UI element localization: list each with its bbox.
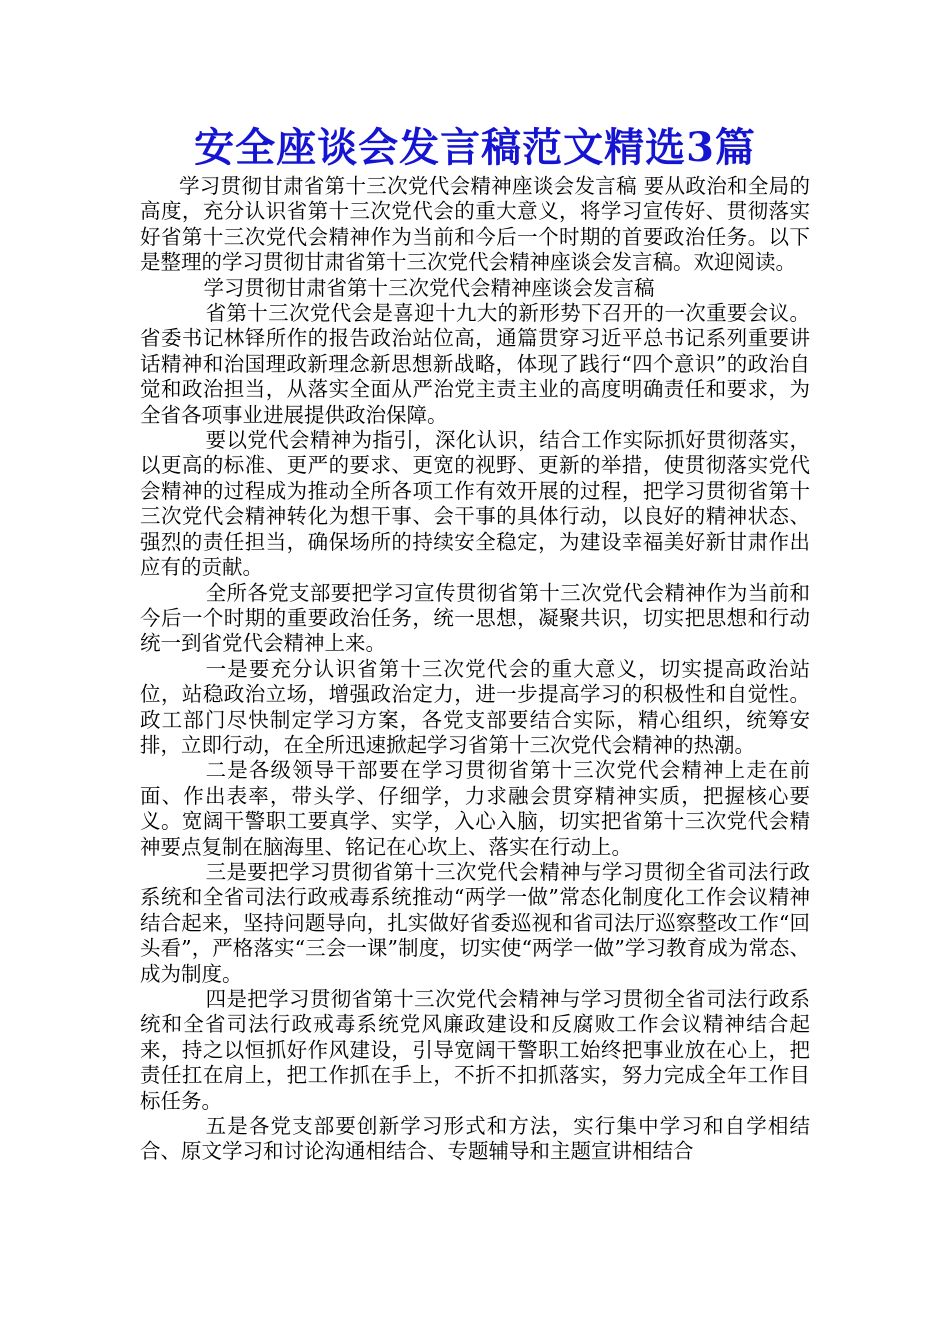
document-body <box>140 174 810 1165</box>
body-paragraph: 全所各党支部要把学习宣传贯彻省第十三次党代会精神作为当前和今后一个时期的重要政治任务，统一思想，凝聚共识，切实把思想和行动统一到省党代会精神上来。 <box>140 580 810 656</box>
body-paragraph: 五是各党支部要创新学习形式和方法，实行集中学习和自学相结合、原文学习和讨论沟通相结合、专题辅导和主题宣讲相结合 <box>140 1114 810 1164</box>
body-paragraph: 一是要充分认识省第十三次党代会的重大意义，切实提高政治站位，站稳政治立场，增强政治定力，进一步提高学习的积极性和自觉性。政工部门尽快制定学习方案，各党支部要结合实际，精心组织，统筹安排，立即行动，在全所迅速掀起学习省第十三次党代会精神的热潮。 <box>140 656 810 757</box>
body-paragraph: 三是要把学习贯彻省第十三次党代会精神与学习贯彻全省司法行政系统和全省司法行政戒毒系统推动“两学一做”常态化制度化工作会议精神结合起来，坚持问题导向，扎实做好省委巡视和省司法厅巡察整改工作“回头看”，严格落实“三会一课”制度，切实使“两学一做”学习教育成为常态、成为制度。 <box>140 859 810 986</box>
body-paragraph: 二是各级领导干部要在学习贯彻省第十三次党代会精神上走在前面、作出表率，带头学、仔细学，力求融会贯穿精神实质，把握核心要义。宽阔干警职工要真学、实学，入心入脑，切实把省第十三次党代会精神要点复制在脑海里、铭记在心坎上、落实在行动上。 <box>140 758 810 859</box>
section-subheading: 学习贯彻甘肃省第十三次党代会精神座谈会发言稿 <box>203 275 655 300</box>
document-title: 安全座谈会发言稿范文精选3篇 <box>194 124 756 171</box>
body-paragraph: 要以党代会精神为指引，深化认识，结合工作实际抓好贯彻落实，以更高的标准、更严的要求、更宽的视野、更新的举措，使贯彻落实党代会精神的过程成为推动全所各项工作有效开展的过程，把学习贯彻省第十三次党代会精神转化为想干事、会干事的具体行动，以良好的精神状态、强烈的责任担当，确保场所的持续安全稳定，为建设幸福美好新甘肃作出应有的贡献。 <box>140 428 810 580</box>
intro-paragraph: 学习贯彻甘肃省第十三次党代会精神座谈会发言稿 要从政治和全局的高度，充分认识省第十三次党代会的重大意义，将学习宣传好、贯彻落实好省第十三次党代会精神作为当前和今后一个时期的首要政治任务。以下是整理的学习贯彻甘肃省第十三次党代会精神座谈会发言稿。欢迎阅读。 <box>140 174 810 275</box>
body-paragraph: 四是把学习贯彻省第十三次党代会精神与学习贯彻全省司法行政系统和全省司法行政戒毒系统党风廉政建设和反腐败工作会议精神结合起来，持之以恒抓好作风建设，引导宽阔干警职工始终把事业放在心上，把责任扛在肩上，把工作抓在手上，不折不扣抓落实，努力完成全年工作目标任务。 <box>140 987 810 1113</box>
body-paragraph: 省第十三次党代会是喜迎十九大的新形势下召开的一次重要会议。省委书记林铎所作的报告政治站位高，通篇贯穿习近平总书记系列重要讲话精神和治国理政新理念新思想新战略，体现了践行“四个意识”的政治自觉和政治担当，从落实全面从严治党主责主业的高度明确责任和要求，为全省各项事业进展提供政治保障。 <box>140 301 810 427</box>
